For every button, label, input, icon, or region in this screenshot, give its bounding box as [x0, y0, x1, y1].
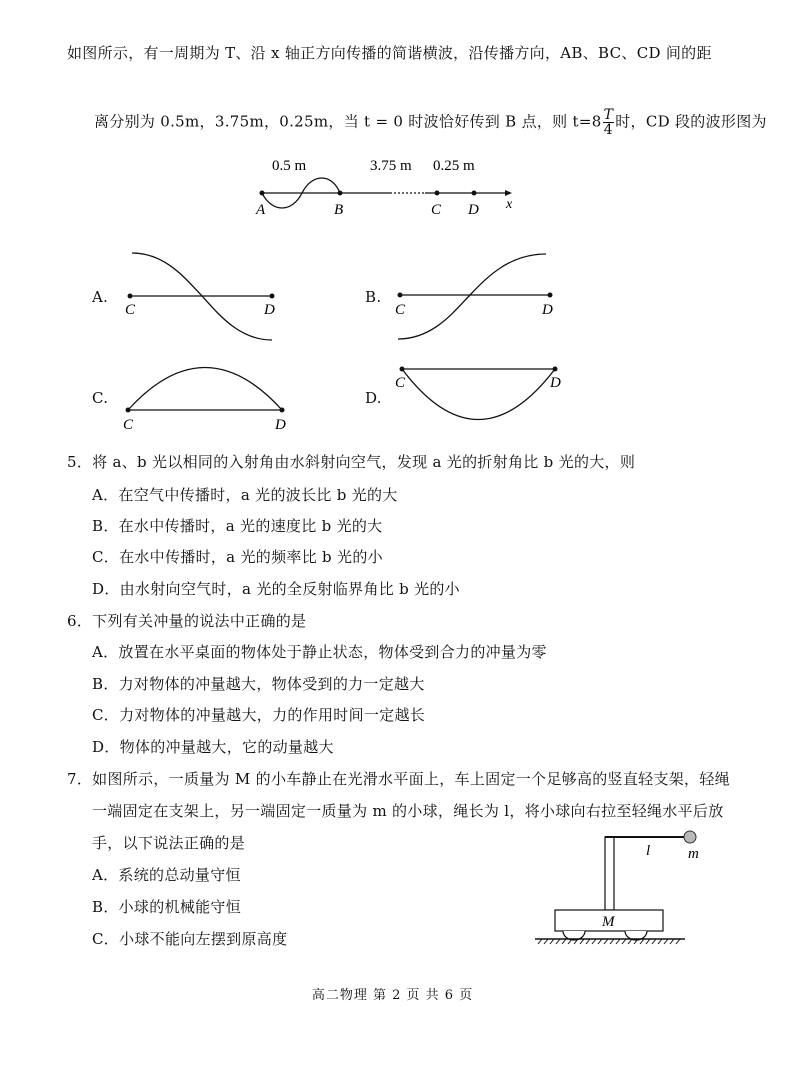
- fraction-numerator: T: [603, 107, 614, 123]
- point-d-label: D: [550, 375, 561, 391]
- q4-option-c-figure[interactable]: [120, 355, 295, 435]
- point-a-label: A: [256, 202, 266, 218]
- q4-stem-line2: [94, 108, 767, 137]
- ball-mass-label: m: [688, 846, 699, 862]
- point-c-label: C: [395, 375, 406, 391]
- q4-option-a-figure[interactable]: [120, 248, 290, 353]
- point-b-label: B: [334, 202, 344, 218]
- q5-option-a[interactable]: A．在空气中传播时，a 光的波长比 b 光的大: [92, 486, 398, 504]
- q5-option-b[interactable]: B．在水中传播时，a 光的速度比 b 光的大: [92, 517, 383, 535]
- q7-option-b[interactable]: B．小球的机械能守恒: [92, 898, 242, 916]
- q4-stem-line2-pre: 离分别为 0.5m，3.75m，0.25m，当 t = 0 时波恰好传到 B 点，则 t=8: [94, 112, 602, 131]
- q4-option-b-figure[interactable]: [390, 248, 560, 353]
- point-d-label: D: [275, 417, 286, 433]
- q6-option-b[interactable]: B．力对物体的冲量越大，物体受到的力一定越大: [92, 675, 425, 693]
- point-c-label: C: [125, 302, 136, 318]
- q7-stem-line2: 一端固定在支架上，另一端固定一质量为 m 的小球，绳长为 l，将小球向右拉至轻绳水平后放: [92, 802, 724, 820]
- page-footer: 高二物理 第 2 页 共 6 页: [311, 988, 474, 1003]
- q7-option-c[interactable]: C．小球不能向左摆到原高度: [92, 930, 288, 948]
- ball-icon: [684, 831, 696, 843]
- label-dist-bc: 3.75 m: [370, 158, 412, 174]
- q4-wave-figure: [250, 150, 520, 220]
- q7-option-a[interactable]: A．系统的总动量守恒: [92, 866, 241, 884]
- q6-option-c[interactable]: C．力对物体的冲量越大，力的作用时间一定越长: [92, 706, 426, 724]
- q4-stem-line1: 如图所示，有一周期为 T、沿 x 轴正方向传播的简谐横波，沿传播方向，AB、BC、CD 间的距: [67, 44, 712, 62]
- rope-length-label: l: [646, 843, 651, 859]
- q7-cart-figure: [530, 828, 715, 943]
- q7-stem-line1: 7．如图所示，一质量为 M 的小车静止在光滑水平面上，车上固定一个足够高的竖直轻支架，轻绳: [67, 770, 730, 788]
- cart-mass-label: M: [602, 914, 615, 930]
- q4-option-d-figure[interactable]: [390, 360, 570, 440]
- x-axis-arrow-icon: [505, 190, 512, 196]
- label-dist-cd: 0.25 m: [433, 158, 475, 174]
- point-d-label: D: [264, 302, 275, 318]
- q6-option-a[interactable]: A．放置在水平桌面的物体处于静止状态，物体受到合力的冲量为零: [92, 643, 547, 661]
- fraction-denominator: 4: [603, 122, 613, 138]
- q5-option-c[interactable]: C．在水中传播时，a 光的频率比 b 光的小: [92, 548, 383, 566]
- q4-option-c-label[interactable]: C.: [92, 389, 109, 407]
- q4-fraction: [603, 108, 615, 137]
- q4-option-d-label[interactable]: D.: [365, 389, 382, 407]
- q5-option-d[interactable]: D．由水射向空气时，a 光的全反射临界角比 b 光的小: [92, 580, 460, 598]
- q6-option-d[interactable]: D．物体的冲量越大，它的动量越大: [92, 738, 334, 756]
- point-c-label: C: [431, 202, 442, 218]
- point-c-label: C: [395, 302, 406, 318]
- q4-option-a-label[interactable]: A.: [92, 288, 109, 306]
- point-d-label: D: [542, 302, 553, 318]
- point-c-label: C: [123, 417, 134, 433]
- q4-stem-line2-post: 时，CD 段的波形图为: [615, 112, 767, 131]
- q7-stem-line3: 手，以下说法正确的是: [92, 834, 246, 852]
- q4-option-b-label[interactable]: B.: [365, 288, 382, 306]
- q5-stem: 5．将 a、b 光以相同的入射角由水斜射向空气，发现 a 光的折射角比 b 光的大，则: [67, 453, 636, 471]
- q6-stem: 6．下列有关冲量的说法中正确的是: [67, 612, 307, 630]
- label-dist-ab: 0.5 m: [272, 158, 307, 174]
- point-d-label: D: [468, 202, 479, 218]
- x-axis-label: x: [506, 197, 513, 212]
